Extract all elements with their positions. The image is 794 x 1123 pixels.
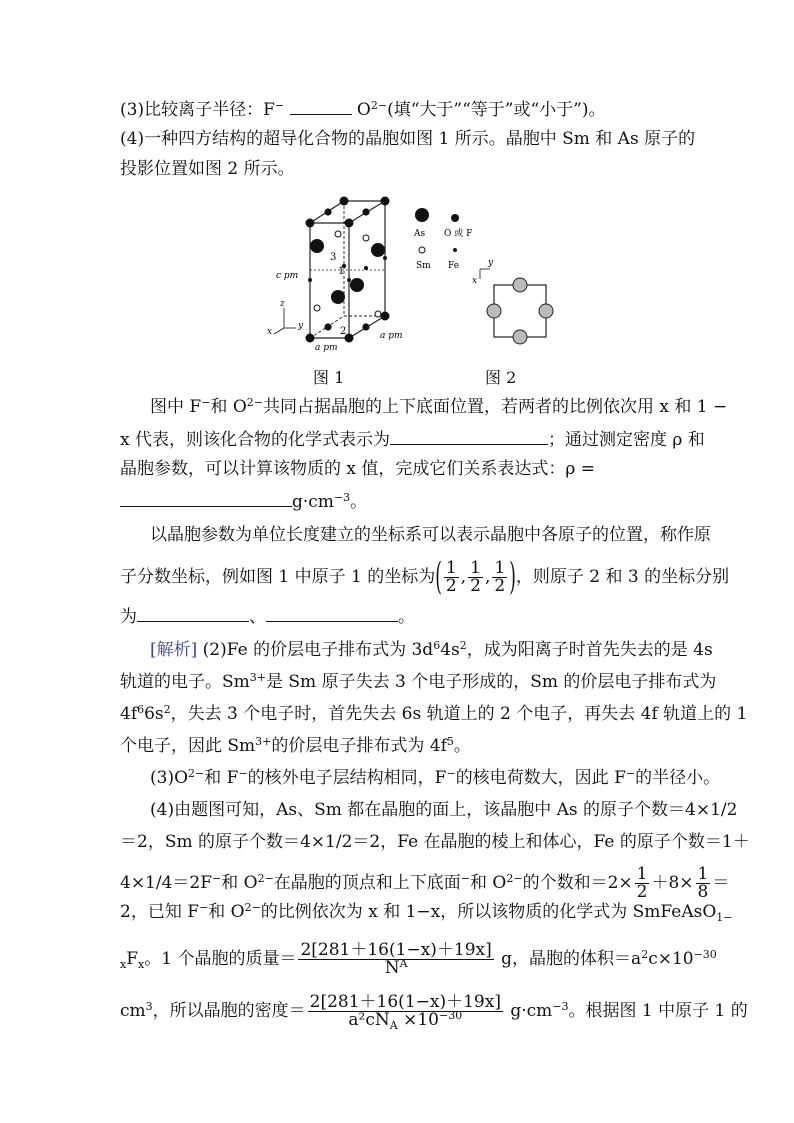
para1-line-1 bbox=[150, 397, 727, 417]
sup-vals-twominus: 2− bbox=[188, 767, 205, 780]
q3-sup2: 2− bbox=[370, 99, 388, 112]
analysis-a2: 轨道的电子。Sm bbox=[120, 672, 250, 692]
axis-y-label: y bbox=[298, 321, 304, 331]
a-pm-bottom-label: a pm bbox=[315, 343, 338, 353]
sup-vals-six: 6 bbox=[137, 703, 145, 716]
q3-text3: (填“大于”“等于”或“小于”)。 bbox=[387, 100, 606, 120]
analysis-c6d: 。根据图 1 中原子 1 的 bbox=[568, 1001, 748, 1021]
axis-z-label: z bbox=[280, 299, 285, 309]
sup-vals-minus: − bbox=[212, 872, 222, 885]
analysis-c5g: −30 bbox=[693, 948, 717, 961]
analysis-line-3 bbox=[120, 704, 747, 724]
figure-2-projection bbox=[470, 255, 560, 345]
para1-l4sup: −3 bbox=[333, 491, 351, 504]
analysis-c6num: 2[281＋16(1−x)＋19x] bbox=[309, 992, 501, 1012]
para1-line-4 bbox=[120, 490, 367, 512]
analysis-c6b: ，所以晶胞的密度＝ bbox=[152, 1001, 306, 1021]
analysis-c6den: a²cN bbox=[348, 1010, 390, 1030]
sup-vals-two2: 2 bbox=[641, 948, 649, 961]
analysis-c5e: g，晶胞的体积＝a bbox=[495, 949, 642, 969]
para2-coord-3: 2 bbox=[470, 576, 481, 596]
q4-line-2: 投影位置如图 2 所示。 bbox=[120, 159, 295, 179]
analysis-c5den: N bbox=[384, 958, 400, 978]
para2-l2a: 子分数坐标，例如图 1 中原子 1 的坐标为 bbox=[120, 567, 436, 587]
q4-line-1: (4)一种四方结构的超导化合物的晶胞如图 1 所示。晶胞中 Sm 和 As 原子的 bbox=[120, 129, 696, 149]
legend-fe: Fe bbox=[448, 261, 460, 271]
sup-vals-twominus: 2− bbox=[257, 872, 274, 885]
analysis-a2b: 是 Sm 原子失去 3 个电子形成的，Sm 的价层电子排布式为 bbox=[266, 672, 717, 692]
analysis-c5d: 。1 个晶胞的质量＝ bbox=[144, 949, 297, 969]
sup-vals-threeplus: 3+ bbox=[255, 735, 272, 748]
sup-vals-twominus: 2− bbox=[244, 901, 261, 914]
atom-2-label: 2 bbox=[340, 326, 347, 337]
analysis-c6den2: ×10 bbox=[397, 1010, 439, 1030]
formula-blank[interactable] bbox=[390, 428, 548, 445]
fig2-axis-y: y bbox=[488, 258, 494, 268]
frac-vals-half-d: 2 bbox=[636, 882, 648, 902]
para2-line-2: 子分数坐标，例如图 1 中原子 1 的坐标为( $\frac{1}{2}$ , $\frac{1}{2}$ , $\frac{1}{2}$ )，则原子 2 和 3 的坐标分别 bbox=[120, 555, 730, 600]
sup-vals-twominus: 2− bbox=[506, 872, 523, 885]
sup-vals-minus: − bbox=[625, 767, 636, 780]
para1-l4: g·cm bbox=[292, 492, 334, 512]
para2-coord-4: 1 bbox=[494, 558, 506, 578]
frac-vals-eighth-d: 8 bbox=[697, 882, 709, 902]
frac-vals-half-n: 1 bbox=[636, 864, 648, 884]
analysis-c6csup: −3 bbox=[552, 1000, 569, 1013]
sup-vals-six: 6 bbox=[433, 639, 441, 652]
fig2-axis-x: x bbox=[472, 276, 478, 286]
atom-1-label: 1 bbox=[338, 266, 345, 277]
legend-as: As bbox=[414, 229, 426, 239]
analysis-c5num: 2[281＋16(1−x)＋19x] bbox=[300, 940, 492, 960]
a-pm-right-label: a pm bbox=[380, 331, 403, 341]
figure-1-caption: 图 1 bbox=[313, 368, 345, 387]
sup-vals-minus: − bbox=[446, 767, 456, 780]
analysis-b1e: 的半径小。 bbox=[635, 768, 721, 788]
analysis-c3a: 4×1/4＝2F bbox=[120, 873, 213, 893]
analysis-c3g: ＝ bbox=[712, 873, 730, 893]
para1-l2b: ；通过测定密度 ρ 和 bbox=[548, 430, 705, 450]
para2-l3a: 为 bbox=[120, 607, 137, 627]
para2-l2b: ，则原子 2 和 3 的坐标分别 bbox=[515, 567, 730, 587]
para1-l4end: 。 bbox=[350, 492, 368, 512]
analysis-c5a: x bbox=[120, 958, 127, 971]
sup-vals-twominus: 2− bbox=[246, 396, 263, 409]
legend-o-or-f: O 或 F bbox=[444, 229, 473, 239]
para2-line-3 bbox=[120, 605, 415, 627]
analysis-b1b: 和 F bbox=[204, 768, 239, 788]
q3-answer-blank[interactable] bbox=[290, 98, 352, 115]
analysis-b1c: 的核外电子层结构相同，F bbox=[247, 768, 447, 788]
analysis-a1c: ，成为阳离子时首先失去的是 4s bbox=[466, 640, 713, 660]
analysis-c6c: g·cm bbox=[504, 1001, 553, 1021]
analysis-line-4 bbox=[120, 736, 471, 756]
para1-l1a: 图中 F bbox=[150, 397, 202, 417]
legend-sm: Sm bbox=[416, 261, 431, 271]
analysis-c5b: F bbox=[126, 949, 139, 969]
analysis-line-8 bbox=[120, 866, 729, 901]
para1-l2a: x 代表，则该化合物的化学式表示为 bbox=[120, 430, 390, 450]
figure-2-caption: 图 2 bbox=[485, 368, 517, 387]
analysis-line-7: ＝2，Sm 的原子个数＝4×1/2＝2，Fe 在晶胞的棱上和体心，Fe 的原子个数＝1＋ bbox=[120, 832, 750, 852]
para1-l1c: 共同占据晶胞的上下底面位置，若两者的比例依次用 x 和 1 − bbox=[262, 397, 728, 417]
para2-line-1: 以晶胞参数为单位长度建立的坐标系可以表示晶胞中各原子的位置，称作原 bbox=[150, 525, 711, 545]
para2-l3b: 、 bbox=[249, 607, 266, 627]
analysis-a1b: 4s bbox=[440, 640, 460, 660]
analysis-line-1 bbox=[150, 640, 713, 660]
analysis-c6a: cm bbox=[120, 1001, 146, 1021]
analysis-c3f: ＋8× bbox=[651, 873, 694, 893]
analysis-line-10 bbox=[120, 942, 717, 977]
analysis-c3b: 和 O bbox=[221, 873, 258, 893]
para2-coord-2: 1 bbox=[470, 558, 481, 578]
q3-sup1: − bbox=[274, 99, 285, 112]
q3-text1: (3)比较离子半径：F bbox=[120, 100, 275, 120]
analysis-line-6: (4)由题图可知，As、Sm 都在晶胞的面上，该晶胞中 As 的原子个数＝4×1/2 bbox=[150, 800, 738, 820]
atom-3-label: 3 bbox=[330, 252, 337, 263]
analysis-line-2 bbox=[120, 672, 716, 692]
analysis-a4c: 。 bbox=[453, 736, 471, 756]
c-pm-label: c pm bbox=[276, 271, 299, 281]
analysis-line-9 bbox=[120, 902, 733, 922]
analysis-a4b: 的价层电子排布式为 4f bbox=[271, 736, 447, 756]
sup-vals-minus: − bbox=[460, 872, 471, 885]
sup-vals-minus: − bbox=[238, 767, 248, 780]
analysis-c3e: 的个数和＝2× bbox=[522, 873, 633, 893]
para2-coord-5: 2 bbox=[494, 576, 506, 596]
sup-vals-minus: − bbox=[201, 396, 211, 409]
analysis-c3c: 在晶胞的顶点和上下底面 bbox=[273, 873, 461, 893]
analysis-c6densup: A bbox=[389, 1019, 398, 1032]
analysis-c5c: x bbox=[138, 958, 145, 971]
analysis-c5f: c×10 bbox=[648, 949, 694, 969]
figure-1-unit-cell bbox=[262, 188, 487, 353]
density-blank[interactable] bbox=[120, 490, 292, 507]
para1-l1b: 和 O bbox=[210, 397, 247, 417]
analysis-a4a: 个电子，因此 Sm bbox=[120, 736, 256, 756]
analysis-a1a: (2)Fe 的价层电子排布式为 3d bbox=[202, 640, 434, 660]
coord-2-blank[interactable] bbox=[137, 605, 249, 622]
frac-vals-eighth-n: 1 bbox=[697, 864, 709, 884]
analysis-c4c: 的比例依次为 x 和 1−x，所以该物质的化学式为 SmFeAsO bbox=[260, 902, 717, 922]
sup-vals-five: 5 bbox=[446, 735, 454, 748]
sup-vals-two: 2 bbox=[459, 639, 467, 652]
analysis-c6den2sup: −30 bbox=[438, 1009, 463, 1022]
sup-vals-threeplus: 3+ bbox=[249, 671, 266, 684]
q3-line bbox=[120, 98, 606, 120]
para2-coord-1: 2 bbox=[445, 576, 457, 596]
analysis-c4a: 2，已知 F bbox=[120, 902, 200, 922]
analysis-c4sub: 1− bbox=[716, 911, 733, 924]
sup-vals-three: 3 bbox=[145, 1000, 153, 1013]
sup-vals-minus: − bbox=[199, 901, 209, 914]
para1-line-3: 晶胞参数，可以计算该物质的 x 值，完成它们关系表达式：ρ = bbox=[120, 459, 596, 479]
analysis-line-11 bbox=[120, 992, 748, 1032]
axis-x-label: x bbox=[267, 327, 273, 337]
analysis-b1d: 的核电荷数大，因此 F bbox=[455, 768, 626, 788]
analysis-c4b: 和 O bbox=[208, 902, 245, 922]
analysis-a3a: 4f bbox=[120, 704, 138, 724]
analysis-b1a: (3)O bbox=[150, 768, 189, 788]
sup-vals-two: 2 bbox=[163, 703, 171, 716]
analysis-tag: [解析] bbox=[150, 640, 198, 660]
para1-line-2 bbox=[120, 428, 705, 450]
para2-coord-0: 1 bbox=[445, 558, 457, 578]
analysis-a3b: 6s bbox=[144, 704, 164, 724]
analysis-c5densup: A bbox=[399, 957, 408, 970]
coord-3-blank[interactable] bbox=[266, 605, 398, 622]
para2-l3c: 。 bbox=[398, 607, 415, 627]
analysis-c3d: 和 O bbox=[470, 873, 507, 893]
analysis-line-5 bbox=[150, 768, 720, 788]
analysis-a3c: ，失去 3 个电子时，首先失去 6s 轨道上的 2 个电子，再失去 4f 轨道上的 1 bbox=[170, 704, 748, 724]
q3-text2: O bbox=[356, 100, 371, 120]
